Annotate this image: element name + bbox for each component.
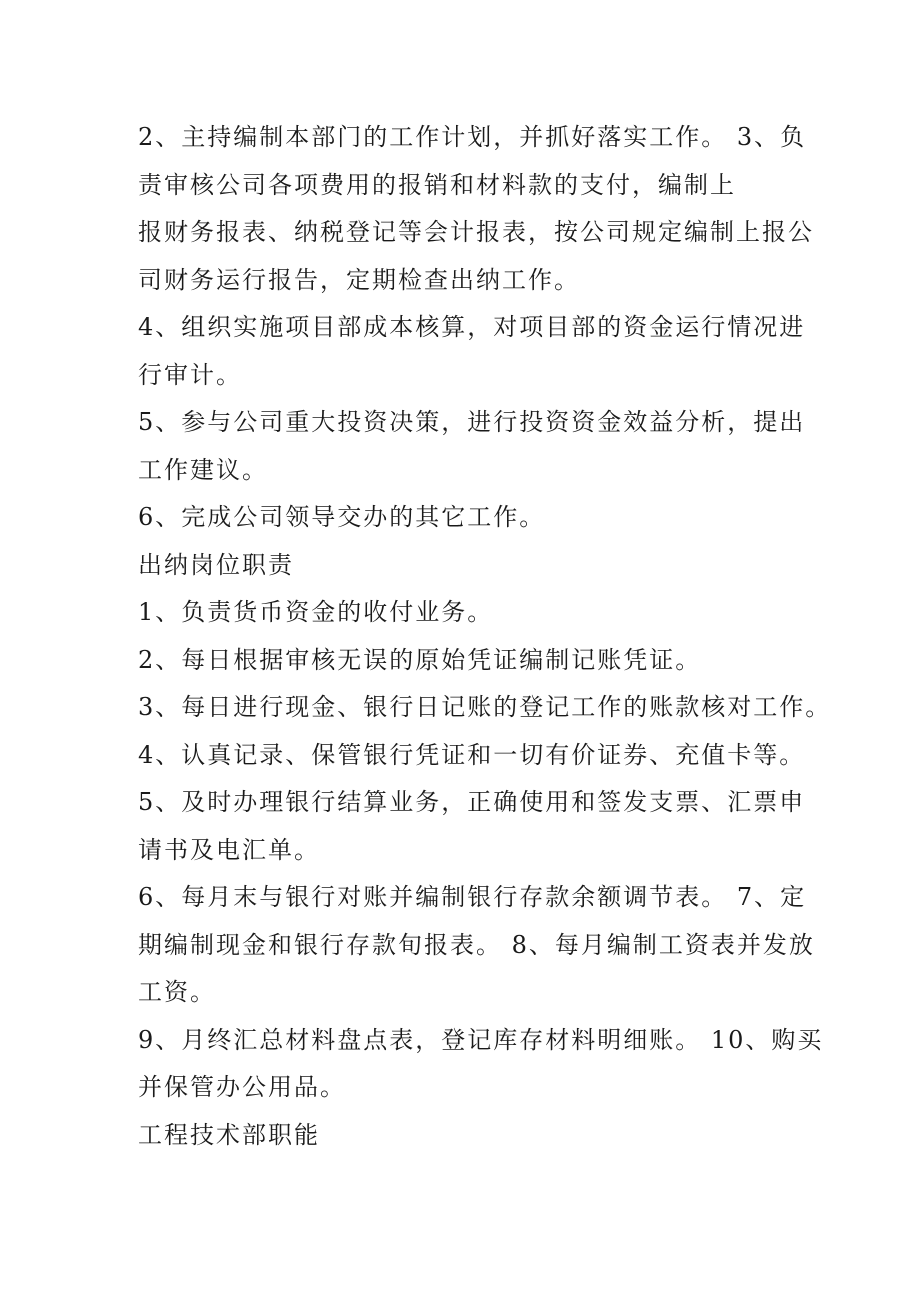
text-line: 请书及电汇单。 [138,835,320,864]
text-line: 工作建议。 [138,455,268,484]
text-line: 5、及时办理银行结算业务，正确使用和签发支票、汇票申 [138,788,806,816]
document-body [138,117,832,1162]
section-heading-cashier-duties: 出纳岗位职责 [138,550,294,579]
text-line: 3、每日进行现金、银行日记账的登记工作的账款核对工作。 [138,693,832,721]
text-line: 期编制现金和银行存款旬报表。 8、每月编制工资表并发放 [138,930,815,959]
text-line: 并保管办公用品。 [138,1073,346,1101]
text-line: 4、认真记录、保管银行凭证和一切有价证券、充值卡等。 [138,740,806,769]
text-line: 6、完成公司领导交办的其它工作。 [138,503,546,531]
text-line: 4、组织实施项目部成本核算，对项目部的资金运行情况进 [138,313,806,341]
text-line: 责审核公司各项费用的报销和材料款的支付，编制上 [138,170,736,199]
text-line: 5、参与公司重大投资决策，进行投资资金效益分析，提出 [138,408,806,436]
text-line: 司财务运行报告，定期检查出纳工作。 [138,265,580,294]
section-heading-engineering-dept: 工程技术部职能 [138,1120,320,1149]
text-line: 1、负责货币资金的收付业务。 [138,598,494,626]
text-line: 行审计。 [138,360,242,389]
text-line: 9、月终汇总材料盘点表，登记库存材料明细账。 10、购买 [138,1025,824,1054]
text-line: 2、主持编制本部门的工作计划，并抓好落实工作。 3、负 [138,123,807,151]
text-line: 报财务报表、纳税登记等会计报表，按公司规定编制上报公 [138,218,814,246]
text-line: 工资。 [138,978,216,1006]
text-line: 6、每月末与银行对账并编制银行存款余额调节表。 7、定 [138,883,807,911]
text-line: 2、每日根据审核无误的原始凭证编制记账凭证。 [138,645,702,674]
